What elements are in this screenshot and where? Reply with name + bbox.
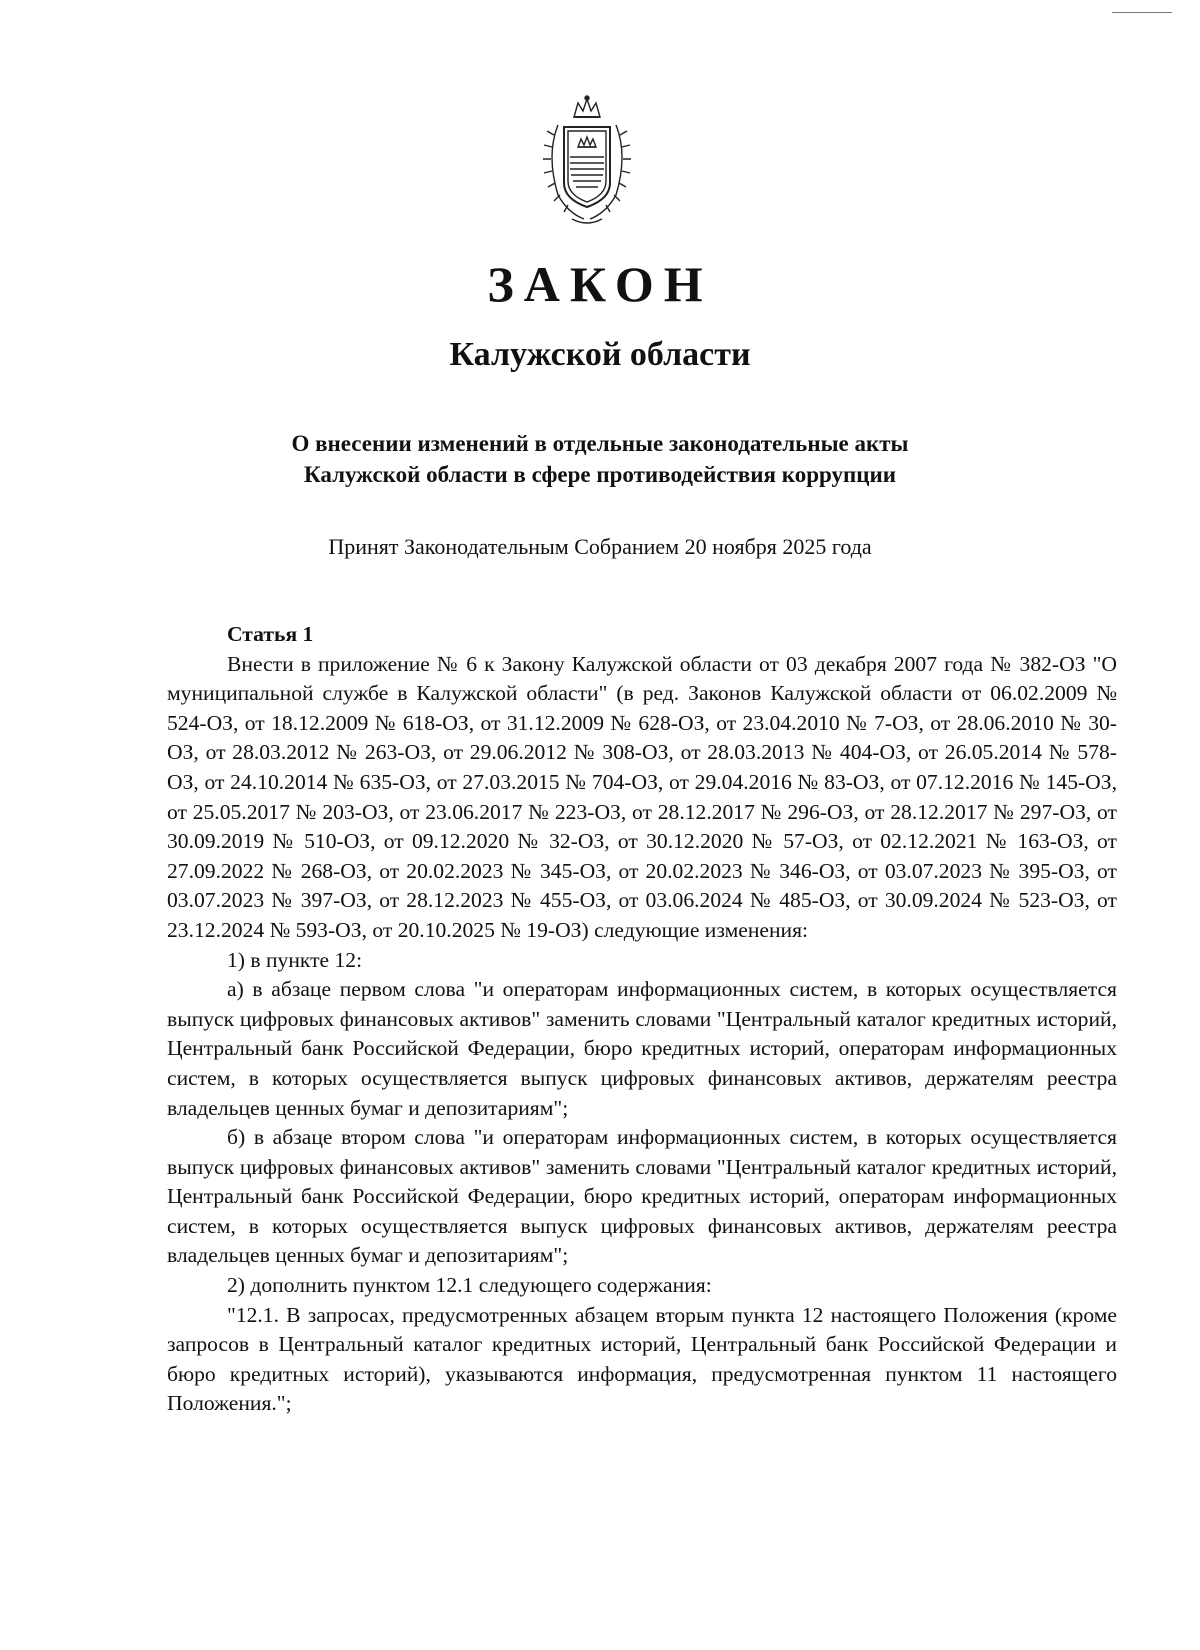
article-1	[167, 620, 1117, 1419]
article-paragraph: 2) дополнить пунктом 12.1 следующего содержания:	[227, 1273, 712, 1298]
coat-of-arms-emblem	[528, 95, 646, 230]
adoption-note: Принят Законодательным Собранием 20 ноября 2025 года	[328, 534, 872, 559]
article-paragraph: 1) в пункте 12:	[227, 947, 363, 972]
article-paragraph: а) в абзаце первом слова "и операторам информационных систем, в которых осуществляется выпуск цифровых финансовых активов" заменить словами "Центральный каталог кредитных историй, Центральный банк Российской Федерации, бюро кредитных историй, операторам информационных систем, в которых осуществляется выпуск цифровых финансовых активов, держателям реестра владельцев ценных бумаг и депозитариям";	[167, 977, 1117, 1120]
article-paragraph: Внести в приложение № 6 к Закону Калужской области от 03 декабря 2007 года № 382-ОЗ "О муниципальной службе в Калужской области" (в ред. Законов Калужской области от 06.02.2009 № 524-ОЗ, от 18.12.2009 № 618-ОЗ, от 31.12.2009 № 628-ОЗ, от 23.04.2010 № 7-ОЗ, от 28.06.2010 № 30-ОЗ, от 28.03.2012 № 263-ОЗ, от 29.06.2012 № 308-ОЗ, от 28.03.2013 № 404-ОЗ, от 26.05.2014 № 578-ОЗ, от 24.10.2014 № 635-ОЗ, от 27.03.2015 № 704-ОЗ, от 29.04.2016 № 83-ОЗ, от 07.12.2016 № 145-ОЗ, от 25.05.2017 № 203-ОЗ, от 23.06.2017 № 223-ОЗ, от 28.12.2017 № 296-ОЗ, от 28.12.2017 № 297-ОЗ, от 30.09.2019 № 510-ОЗ, от 09.12.2020 № 32-ОЗ, от 30.12.2020 № 57-ОЗ, от 02.12.2021 № 163-ОЗ, от 27.09.2022 № 268-ОЗ, от 20.02.2023 № 345-ОЗ, от 20.02.2023 № 346-ОЗ, от 03.07.2023 № 395-ОЗ, от 03.07.2023 № 397-ОЗ, от 28.12.2023 № 455-ОЗ, от 03.06.2024 № 485-ОЗ, от 30.09.2024 № 523-ОЗ, от 23.12.2024 № 593-ОЗ, от 20.10.2025 № 19-ОЗ) следующие изменения:	[167, 651, 1117, 942]
law-subject-line: О внесении изменений в отдельные законодательные акты	[291, 431, 909, 456]
article-paragraph: б) в абзаце втором слова "и операторам информационных систем, в которых осуществляется выпуск цифровых финансовых активов" заменить словами "Центральный каталог кредитных историй, Центральный банк Российской Федерации, бюро кредитных историй, операторам информационных систем, в которых осуществляется выпуск цифровых финансовых активов, держателям реестра владельцев ценных бумаг и депозитариям";	[167, 1125, 1117, 1268]
law-subject-line: Калужской области в сфере противодействия коррупции	[304, 462, 896, 487]
document-title: ЗАКОН	[487, 256, 713, 312]
article-paragraph: "12.1. В запросах, предусмотренных абзацем вторым пункта 12 настоящего Положения (кроме запросов в Центральный каталог кредитных историй, Центральный банк Российской Федерации и бюро кредитных историй), указываются информация, предусмотренная пунктом 11 настоящего Положения.";	[167, 1302, 1117, 1416]
region-name: Калужской области	[449, 336, 751, 373]
law-subject	[0, 428, 1200, 490]
scan-mark-line	[1112, 12, 1172, 13]
article-heading: Статья 1	[227, 622, 314, 646]
